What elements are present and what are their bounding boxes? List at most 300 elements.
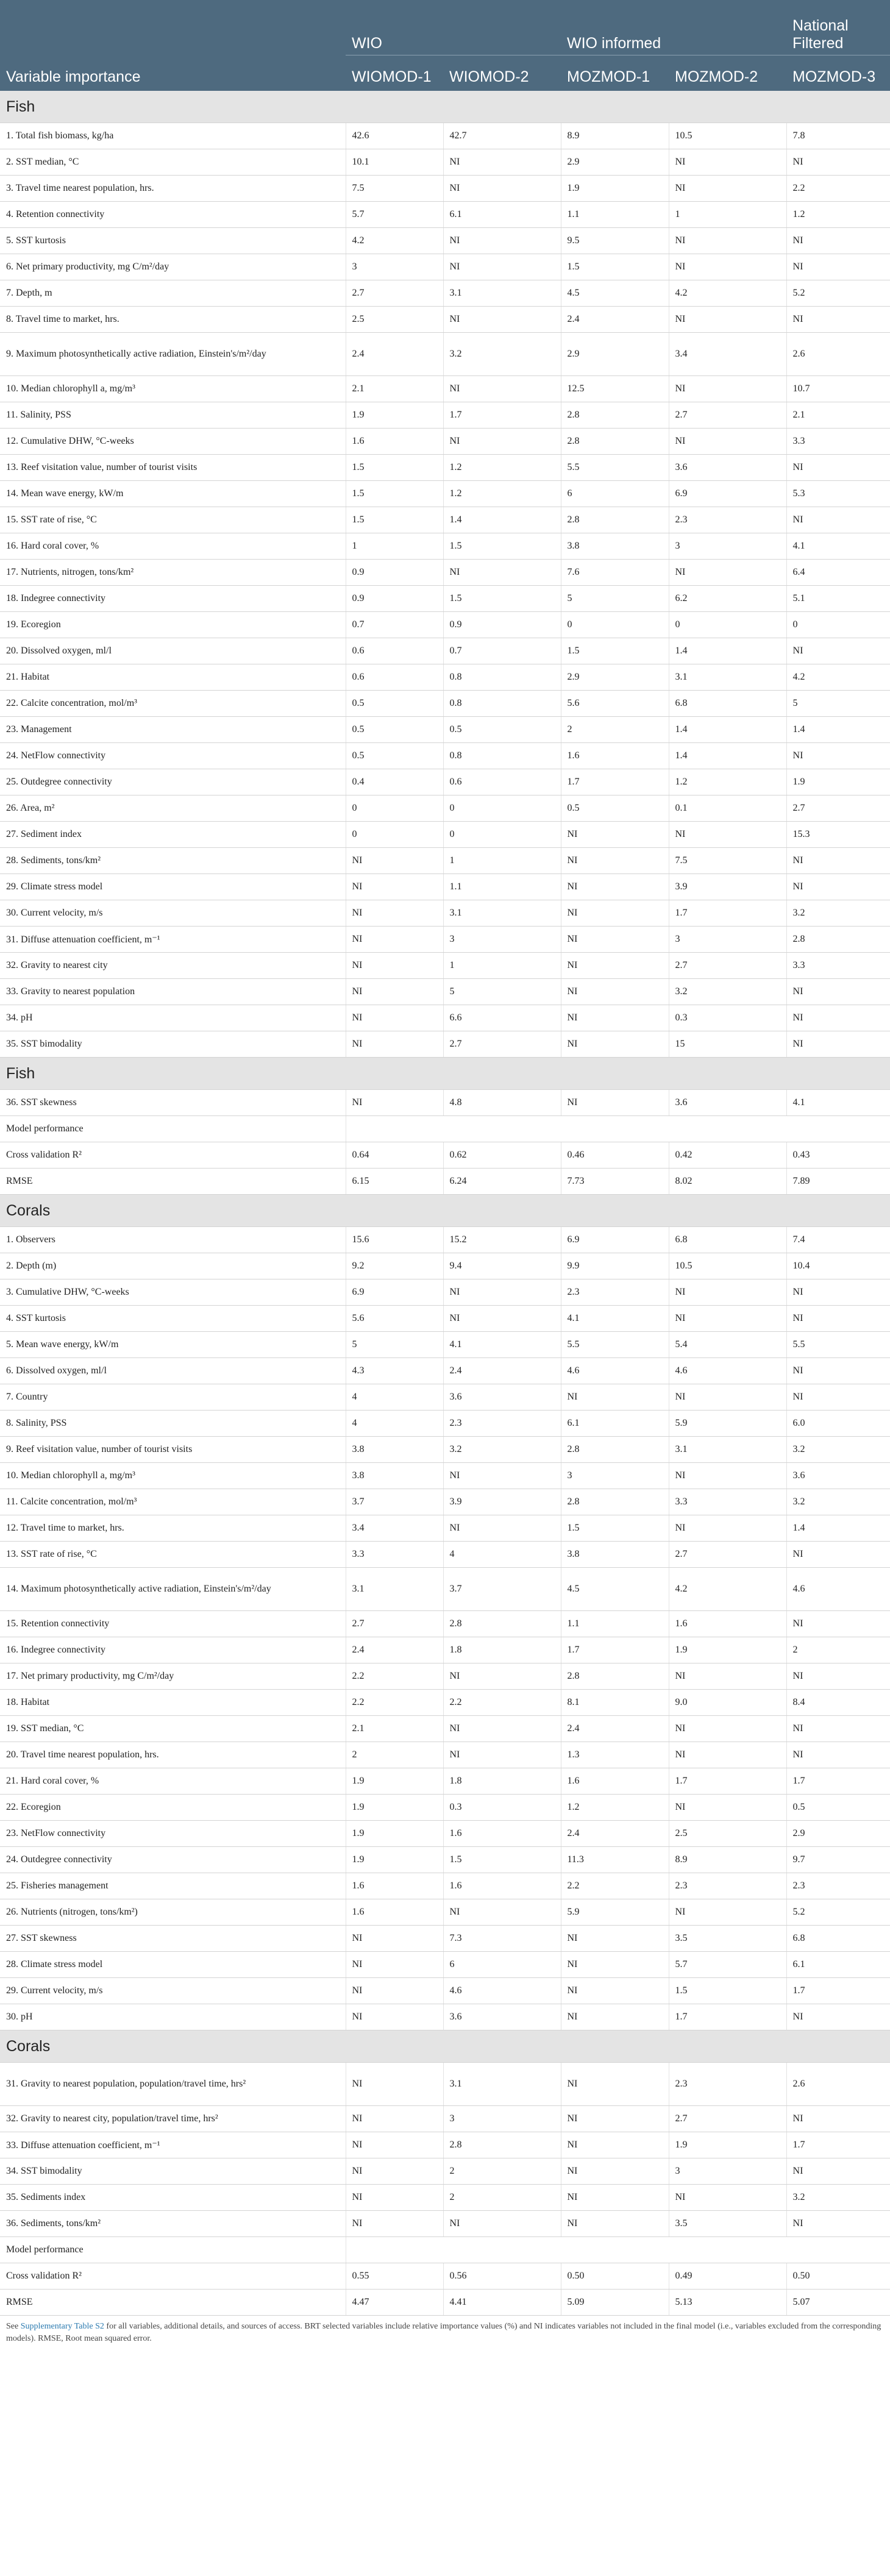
table-row bbox=[0, 612, 890, 638]
value-cell: 1.9 bbox=[669, 2132, 786, 2158]
variable-name-cell: 4. SST kurtosis bbox=[0, 1306, 346, 1332]
value-cell: 3.2 bbox=[786, 1489, 890, 1515]
value-cell: NI bbox=[786, 743, 890, 769]
value-cell: 3.2 bbox=[669, 979, 786, 1005]
table-row bbox=[0, 1568, 890, 1611]
variable-name-cell: 8. Travel time to market, hrs. bbox=[0, 307, 346, 333]
variable-name-cell: 32. Gravity to nearest city, population/travel time, hrs² bbox=[0, 2106, 346, 2132]
table-row bbox=[0, 1690, 890, 1716]
header-group-national-filtered: National Filtered bbox=[786, 0, 890, 55]
value-cell: 1.7 bbox=[669, 1768, 786, 1795]
value-cell: 3.1 bbox=[669, 1437, 786, 1463]
value-cell: NI bbox=[443, 1463, 561, 1489]
variable-name-cell: 34. SST bimodality bbox=[0, 2158, 346, 2185]
table-row bbox=[0, 228, 890, 254]
header-mozmod-2: MOZMOD-2 bbox=[669, 55, 786, 91]
value-cell: NI bbox=[346, 927, 443, 953]
value-cell: NI bbox=[786, 979, 890, 1005]
value-cell: 3 bbox=[443, 2106, 561, 2132]
table-row bbox=[0, 149, 890, 176]
value-cell: 1.9 bbox=[346, 1795, 443, 1821]
value-cell: NI bbox=[669, 1279, 786, 1306]
value-cell: 3 bbox=[669, 927, 786, 953]
value-cell: 1.6 bbox=[346, 1899, 443, 1926]
table-row bbox=[0, 1663, 890, 1690]
value-cell: NI bbox=[346, 953, 443, 979]
value-cell: NI bbox=[443, 1716, 561, 1742]
value-cell: 1.7 bbox=[786, 1978, 890, 2004]
value-cell: NI bbox=[443, 376, 561, 402]
value-cell: 1.4 bbox=[669, 717, 786, 743]
variable-name-cell: 34. pH bbox=[0, 1005, 346, 1031]
value-cell: 5.5 bbox=[786, 1332, 890, 1358]
table-row bbox=[0, 1279, 890, 1306]
value-cell: NI bbox=[669, 228, 786, 254]
value-cell: 10.5 bbox=[669, 123, 786, 149]
value-cell: 1.7 bbox=[786, 1768, 890, 1795]
table-row bbox=[0, 1463, 890, 1489]
value-cell: 3.6 bbox=[669, 1090, 786, 1116]
value-cell: 6.8 bbox=[786, 1926, 890, 1952]
variable-name-cell: 29. Climate stress model bbox=[0, 874, 346, 900]
value-cell: 6.0 bbox=[786, 1411, 890, 1437]
value-cell: NI bbox=[346, 1952, 443, 1978]
metric-name-cell: Cross validation R² bbox=[0, 2263, 346, 2290]
table-row bbox=[0, 333, 890, 376]
value-cell: 4.6 bbox=[561, 1358, 669, 1384]
value-cell: 0 bbox=[443, 795, 561, 822]
variable-name-cell: 18. Habitat bbox=[0, 1690, 346, 1716]
value-cell: 7.8 bbox=[786, 123, 890, 149]
variable-name-cell: 20. Travel time nearest population, hrs. bbox=[0, 1742, 346, 1768]
value-cell: 2 bbox=[443, 2158, 561, 2185]
value-cell: 0.9 bbox=[346, 560, 443, 586]
value-cell: NI bbox=[561, 1031, 669, 1058]
variable-name-cell: 32. Gravity to nearest city bbox=[0, 953, 346, 979]
table-row bbox=[0, 1795, 890, 1821]
value-cell: 5 bbox=[561, 586, 669, 612]
value-cell: NI bbox=[786, 1005, 890, 1031]
value-cell: 2 bbox=[443, 2185, 561, 2211]
value-cell: 4.8 bbox=[443, 1090, 561, 1116]
value-cell: 10.7 bbox=[786, 376, 890, 402]
value-cell: 5.4 bbox=[669, 1332, 786, 1358]
value-cell: 3.3 bbox=[786, 429, 890, 455]
value-cell: 7.3 bbox=[443, 1926, 561, 1952]
value-cell: 0.3 bbox=[443, 1795, 561, 1821]
metric-name-cell: RMSE bbox=[0, 1169, 346, 1195]
value-cell: NI bbox=[669, 1515, 786, 1542]
value-cell: 3.1 bbox=[443, 280, 561, 307]
value-cell: NI bbox=[669, 2185, 786, 2211]
value-cell: NI bbox=[786, 507, 890, 533]
value-cell: NI bbox=[346, 2211, 443, 2237]
value-cell: 1.6 bbox=[443, 1821, 561, 1847]
value-cell: 1.6 bbox=[669, 1611, 786, 1637]
table-row bbox=[0, 307, 890, 333]
value-cell: 3.8 bbox=[561, 1542, 669, 1568]
value-cell: 7.5 bbox=[669, 848, 786, 874]
table-row bbox=[0, 1005, 890, 1031]
value-cell: 0 bbox=[443, 822, 561, 848]
value-cell: 2.7 bbox=[346, 280, 443, 307]
value-cell: 7.5 bbox=[346, 176, 443, 202]
table-row bbox=[0, 769, 890, 795]
value-cell: NI bbox=[786, 1611, 890, 1637]
value-cell: 3.8 bbox=[561, 533, 669, 560]
metric-value-cell: 5.07 bbox=[786, 2290, 890, 2316]
table-row bbox=[0, 691, 890, 717]
value-cell: 1.5 bbox=[346, 507, 443, 533]
value-cell: 1.8 bbox=[443, 1637, 561, 1663]
value-cell: 1.5 bbox=[561, 638, 669, 664]
value-cell: NI bbox=[669, 1795, 786, 1821]
value-cell: NI bbox=[786, 1358, 890, 1384]
value-cell: 3.2 bbox=[786, 1437, 890, 1463]
table-row bbox=[0, 507, 890, 533]
table-row bbox=[0, 2106, 890, 2132]
value-cell: 3.6 bbox=[443, 2004, 561, 2030]
value-cell: 4.2 bbox=[669, 280, 786, 307]
metric-value-cell: 0.64 bbox=[346, 1142, 443, 1169]
variable-name-cell: 25. Fisheries management bbox=[0, 1873, 346, 1899]
value-cell: 4 bbox=[346, 1411, 443, 1437]
value-cell: 1.5 bbox=[443, 533, 561, 560]
value-cell: 1.2 bbox=[443, 455, 561, 481]
value-cell: 5.3 bbox=[786, 481, 890, 507]
value-cell: 2.2 bbox=[561, 1873, 669, 1899]
value-cell: 0.8 bbox=[443, 743, 561, 769]
variable-name-cell: 27. SST skewness bbox=[0, 1926, 346, 1952]
value-cell: 0.8 bbox=[443, 691, 561, 717]
value-cell: 3.6 bbox=[786, 1463, 890, 1489]
value-cell: 2.8 bbox=[561, 429, 669, 455]
value-cell: 8.1 bbox=[561, 1690, 669, 1716]
value-cell: NI bbox=[346, 1978, 443, 2004]
variable-name-cell: 23. Management bbox=[0, 717, 346, 743]
value-cell: NI bbox=[786, 638, 890, 664]
variable-name-cell: 14. Mean wave energy, kW/m bbox=[0, 481, 346, 507]
variable-name-cell: 11. Salinity, PSS bbox=[0, 402, 346, 429]
variable-name-cell: 30. Current velocity, m/s bbox=[0, 900, 346, 927]
value-cell: 4.1 bbox=[786, 1090, 890, 1116]
value-cell: 1.5 bbox=[443, 586, 561, 612]
metric-name-cell: Cross validation R² bbox=[0, 1142, 346, 1169]
supplementary-table-link[interactable]: Supplementary Table S2 bbox=[20, 2322, 104, 2331]
table-row bbox=[0, 2132, 890, 2158]
metric-value-cell: 7.89 bbox=[786, 1169, 890, 1195]
value-cell: 3 bbox=[561, 1463, 669, 1489]
value-cell: 0.3 bbox=[669, 1005, 786, 1031]
value-cell: NI bbox=[346, 1031, 443, 1058]
footnote-pre: See bbox=[6, 2322, 21, 2331]
variable-name-cell: 6. Dissolved oxygen, ml/l bbox=[0, 1358, 346, 1384]
table-row bbox=[0, 979, 890, 1005]
table-row bbox=[0, 1332, 890, 1358]
value-cell: 5.5 bbox=[561, 455, 669, 481]
value-cell: 0.5 bbox=[561, 795, 669, 822]
value-cell: NI bbox=[346, 848, 443, 874]
value-cell: 2.7 bbox=[346, 1611, 443, 1637]
value-cell: 5.1 bbox=[786, 586, 890, 612]
value-cell: 1.9 bbox=[561, 176, 669, 202]
value-cell: 2 bbox=[786, 1637, 890, 1663]
value-cell: 2.6 bbox=[786, 333, 890, 376]
value-cell: 1 bbox=[669, 202, 786, 228]
value-cell: 4.2 bbox=[786, 664, 890, 691]
value-cell: NI bbox=[443, 429, 561, 455]
metric-value-cell: 5.13 bbox=[669, 2290, 786, 2316]
table-row bbox=[0, 2185, 890, 2211]
value-cell: 1.5 bbox=[443, 1847, 561, 1873]
variable-name-cell: 33. Gravity to nearest population bbox=[0, 979, 346, 1005]
value-cell: NI bbox=[669, 1463, 786, 1489]
value-cell: 1.7 bbox=[669, 900, 786, 927]
value-cell: NI bbox=[669, 1899, 786, 1926]
value-cell: NI bbox=[786, 254, 890, 280]
variable-name-cell: 24. NetFlow connectivity bbox=[0, 743, 346, 769]
value-cell: 1.4 bbox=[443, 507, 561, 533]
value-cell: 1.2 bbox=[786, 202, 890, 228]
variable-name-cell: 30. pH bbox=[0, 2004, 346, 2030]
table-row bbox=[0, 1978, 890, 2004]
value-cell: 2.8 bbox=[443, 1611, 561, 1637]
value-cell: 4.6 bbox=[443, 1978, 561, 2004]
value-cell: 2.7 bbox=[669, 953, 786, 979]
value-cell: 2.5 bbox=[669, 1821, 786, 1847]
value-cell: 1.9 bbox=[786, 769, 890, 795]
value-cell: 0.5 bbox=[346, 717, 443, 743]
variable-name-cell: 29. Current velocity, m/s bbox=[0, 1978, 346, 2004]
table-row bbox=[0, 254, 890, 280]
value-cell: 9.2 bbox=[346, 1253, 443, 1279]
table-row bbox=[0, 717, 890, 743]
value-cell: 10.5 bbox=[669, 1253, 786, 1279]
variable-name-cell: 5. SST kurtosis bbox=[0, 228, 346, 254]
value-cell: 7.6 bbox=[561, 560, 669, 586]
value-cell: NI bbox=[561, 900, 669, 927]
section-title: Fish bbox=[0, 1058, 890, 1090]
metric-value-cell: 6.24 bbox=[443, 1169, 561, 1195]
value-cell: 4 bbox=[443, 1542, 561, 1568]
value-cell: 1.4 bbox=[786, 1515, 890, 1542]
variable-name-cell: 17. Nutrients, nitrogen, tons/km² bbox=[0, 560, 346, 586]
value-cell: NI bbox=[786, 874, 890, 900]
value-cell: 6.8 bbox=[669, 691, 786, 717]
value-cell: NI bbox=[443, 307, 561, 333]
value-cell: 1.7 bbox=[561, 1637, 669, 1663]
value-cell: NI bbox=[561, 874, 669, 900]
value-cell: 5 bbox=[786, 691, 890, 717]
performance-row bbox=[0, 2263, 890, 2290]
value-cell: NI bbox=[346, 2185, 443, 2211]
value-cell: 6.9 bbox=[561, 1227, 669, 1253]
value-cell: 4.5 bbox=[561, 1568, 669, 1611]
value-cell: 2 bbox=[346, 1742, 443, 1768]
value-cell: 2.9 bbox=[561, 333, 669, 376]
value-cell: 2.9 bbox=[561, 664, 669, 691]
value-cell: NI bbox=[443, 254, 561, 280]
performance-row bbox=[0, 1169, 890, 1195]
value-cell: NI bbox=[443, 1515, 561, 1542]
metric-value-cell: 0.49 bbox=[669, 2263, 786, 2290]
value-cell: 3.2 bbox=[443, 333, 561, 376]
table-row bbox=[0, 1611, 890, 1637]
value-cell: 0.7 bbox=[346, 612, 443, 638]
metric-value-cell: 0.56 bbox=[443, 2263, 561, 2290]
variable-name-cell: 7. Country bbox=[0, 1384, 346, 1411]
value-cell: 0 bbox=[786, 612, 890, 638]
value-cell: 3.8 bbox=[346, 1463, 443, 1489]
table-row bbox=[0, 953, 890, 979]
value-cell: NI bbox=[561, 1926, 669, 1952]
section-header bbox=[0, 1058, 890, 1090]
variable-name-cell: 12. Travel time to market, hrs. bbox=[0, 1515, 346, 1542]
value-cell: NI bbox=[786, 2158, 890, 2185]
variable-name-cell: 15. SST rate of rise, °C bbox=[0, 507, 346, 533]
value-cell: NI bbox=[669, 822, 786, 848]
value-cell: NI bbox=[669, 149, 786, 176]
model-performance-label: Model performance bbox=[0, 1116, 346, 1142]
value-cell: 4.6 bbox=[786, 1568, 890, 1611]
value-cell: NI bbox=[786, 149, 890, 176]
variable-name-cell: 35. Sediments index bbox=[0, 2185, 346, 2211]
header-wiomod-1: WIOMOD-1 bbox=[346, 55, 443, 91]
value-cell: NI bbox=[669, 1306, 786, 1332]
value-cell: 2.1 bbox=[786, 402, 890, 429]
table-row bbox=[0, 874, 890, 900]
value-cell: 10.1 bbox=[346, 149, 443, 176]
value-cell: 3.1 bbox=[669, 664, 786, 691]
value-cell: NI bbox=[346, 2063, 443, 2106]
value-cell: 2.8 bbox=[786, 927, 890, 953]
value-cell: 2.7 bbox=[669, 1542, 786, 1568]
value-cell: 0.4 bbox=[346, 769, 443, 795]
value-cell: 9.0 bbox=[669, 1690, 786, 1716]
value-cell: 2.4 bbox=[561, 307, 669, 333]
variable-name-cell: 21. Habitat bbox=[0, 664, 346, 691]
value-cell: 3 bbox=[346, 254, 443, 280]
header-group-wio: WIO bbox=[346, 0, 561, 55]
metric-value-cell: 0.50 bbox=[786, 2263, 890, 2290]
value-cell: 4.1 bbox=[786, 533, 890, 560]
value-cell: 2.8 bbox=[561, 1663, 669, 1690]
variable-name-cell: 1. Total fish biomass, kg/ha bbox=[0, 123, 346, 149]
value-cell: 1.7 bbox=[786, 2132, 890, 2158]
value-cell: 3.7 bbox=[443, 1568, 561, 1611]
table-row bbox=[0, 1542, 890, 1568]
value-cell: NI bbox=[561, 979, 669, 1005]
variable-name-cell: 31. Diffuse attenuation coefficient, m⁻¹ bbox=[0, 927, 346, 953]
value-cell: NI bbox=[786, 228, 890, 254]
value-cell: 3.2 bbox=[443, 1437, 561, 1463]
value-cell: 1.6 bbox=[346, 429, 443, 455]
table-row bbox=[0, 1716, 890, 1742]
model-performance-label: Model performance bbox=[0, 2237, 346, 2263]
value-cell: 8.9 bbox=[669, 1847, 786, 1873]
value-cell: 0.6 bbox=[346, 638, 443, 664]
value-cell: 3.7 bbox=[346, 1489, 443, 1515]
value-cell: 8.9 bbox=[561, 123, 669, 149]
value-cell: 2.3 bbox=[669, 507, 786, 533]
value-cell: 3.6 bbox=[669, 455, 786, 481]
value-cell: 6.1 bbox=[443, 202, 561, 228]
empty-cell bbox=[346, 1116, 890, 1142]
value-cell: 0 bbox=[561, 612, 669, 638]
value-cell: NI bbox=[443, 1306, 561, 1332]
value-cell: 1.5 bbox=[561, 254, 669, 280]
value-cell: NI bbox=[786, 1542, 890, 1568]
variable-name-cell: 11. Calcite concentration, mol/m³ bbox=[0, 1489, 346, 1515]
value-cell: NI bbox=[786, 307, 890, 333]
value-cell: 42.7 bbox=[443, 123, 561, 149]
value-cell: 6.1 bbox=[786, 1952, 890, 1978]
value-cell: NI bbox=[669, 560, 786, 586]
table-row bbox=[0, 1437, 890, 1463]
value-cell: 0.5 bbox=[786, 1795, 890, 1821]
value-cell: 0.1 bbox=[669, 795, 786, 822]
value-cell: 2.4 bbox=[443, 1358, 561, 1384]
value-cell: NI bbox=[669, 376, 786, 402]
value-cell: 2.2 bbox=[786, 176, 890, 202]
value-cell: 1 bbox=[443, 848, 561, 874]
metric-value-cell: 0.43 bbox=[786, 1142, 890, 1169]
value-cell: 8.4 bbox=[786, 1690, 890, 1716]
value-cell: NI bbox=[443, 176, 561, 202]
metric-value-cell: 0.55 bbox=[346, 2263, 443, 2290]
table-row bbox=[0, 202, 890, 228]
value-cell: 5.6 bbox=[346, 1306, 443, 1332]
variable-name-cell: 9. Maximum photosynthetically active radiation, Einstein's/m²/day bbox=[0, 333, 346, 376]
table-row bbox=[0, 586, 890, 612]
variable-name-cell: 10. Median chlorophyll a, mg/m³ bbox=[0, 376, 346, 402]
value-cell: 11.3 bbox=[561, 1847, 669, 1873]
section-title: Corals bbox=[0, 1195, 890, 1227]
value-cell: 1.9 bbox=[669, 1637, 786, 1663]
metric-value-cell: 0.46 bbox=[561, 1142, 669, 1169]
value-cell: NI bbox=[561, 1952, 669, 1978]
table-row bbox=[0, 743, 890, 769]
value-cell: NI bbox=[561, 927, 669, 953]
value-cell: NI bbox=[669, 254, 786, 280]
table-row bbox=[0, 822, 890, 848]
value-cell: NI bbox=[561, 2211, 669, 2237]
header-blank bbox=[0, 0, 346, 55]
table-row bbox=[0, 376, 890, 402]
metric-value-cell: 5.09 bbox=[561, 2290, 669, 2316]
variable-name-cell: 16. Indegree connectivity bbox=[0, 1637, 346, 1663]
table-row bbox=[0, 2004, 890, 2030]
value-cell: 2.4 bbox=[346, 1637, 443, 1663]
value-cell: 4.2 bbox=[346, 228, 443, 254]
header-mozmod-3: MOZMOD-3 bbox=[786, 55, 890, 91]
value-cell: 7.4 bbox=[786, 1227, 890, 1253]
value-cell: NI bbox=[561, 848, 669, 874]
value-cell: 5.9 bbox=[669, 1411, 786, 1437]
value-cell: 4.3 bbox=[346, 1358, 443, 1384]
value-cell: 15.6 bbox=[346, 1227, 443, 1253]
value-cell: 6 bbox=[443, 1952, 561, 1978]
variable-name-cell: 21. Hard coral cover, % bbox=[0, 1768, 346, 1795]
value-cell: 1.6 bbox=[443, 1873, 561, 1899]
value-cell: 3.2 bbox=[786, 900, 890, 927]
value-cell: 3.5 bbox=[669, 1926, 786, 1952]
table-row bbox=[0, 2158, 890, 2185]
value-cell: 1.6 bbox=[561, 1768, 669, 1795]
value-cell: NI bbox=[669, 1716, 786, 1742]
value-cell: 1.5 bbox=[561, 1515, 669, 1542]
value-cell: NI bbox=[443, 2211, 561, 2237]
